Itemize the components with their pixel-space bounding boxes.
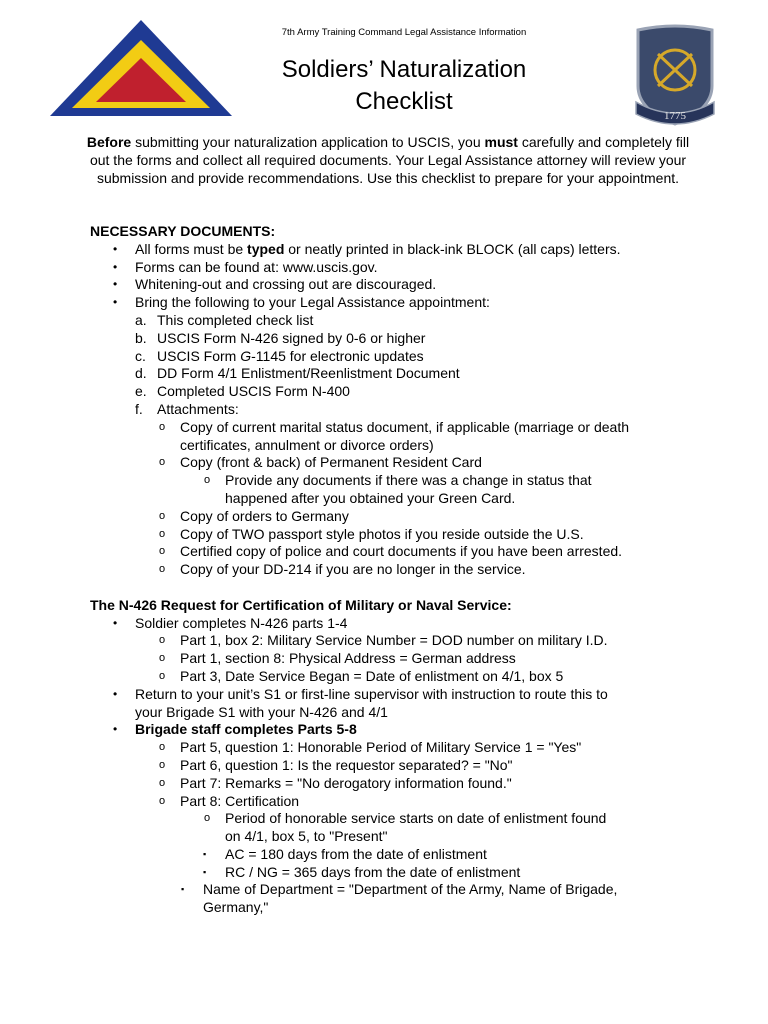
intro-paragraph: [84, 133, 692, 187]
list-item-text: Forms can be found at: www.uscis.gov.: [135, 258, 378, 275]
letter-marker: c.: [135, 347, 146, 364]
intro-text-2: carefully and completely fill out the forms and collect all required documents. Your Legal Assistance attorney will review your submission and provide recommendations. Use this checklist to prepare for your appointment.: [89, 134, 690, 186]
circle-marker: o: [159, 456, 166, 469]
list-item-text: or neatly printed in black-ink BLOCK (all caps) letters.: [284, 240, 621, 257]
square-marker: ▪: [203, 866, 207, 877]
list-item-text: certificates, annulment or divorce orders): [180, 436, 434, 453]
bullet-marker: •: [113, 615, 118, 630]
circle-marker: o: [204, 474, 211, 487]
list-item: [90, 276, 700, 294]
list-item-text: Provide any documents if there was a change in status that: [225, 472, 592, 489]
list-item-text: Name of Department = "Department of the Army, Name of Brigade,: [203, 881, 618, 898]
list-item-emphasis: typed: [247, 240, 285, 257]
list-item-text: -1145 for electronic updates: [251, 347, 424, 364]
list-item-text: Attachments:: [157, 400, 239, 417]
circle-marker: o: [159, 634, 166, 647]
list-item-text: Copy of your DD-214 if you are no longer in the service.: [180, 561, 526, 578]
list-item-text: Part 1, section 8: Physical Address = German address: [180, 650, 516, 667]
list-item: [90, 294, 700, 312]
circle-marker: o: [159, 669, 166, 682]
list-item: [90, 864, 700, 882]
letter-marker: a.: [135, 311, 147, 328]
list-item-text: Completed USCIS Form N-400: [157, 383, 350, 400]
list-item: [90, 846, 700, 864]
list-item: [90, 881, 700, 899]
list-item-text: Copy (front & back) of Permanent Resident Card: [180, 454, 482, 471]
square-marker: ▪: [181, 884, 185, 895]
letter-marker: e.: [135, 383, 147, 400]
spacer: [90, 579, 700, 597]
list-item-text: Bring the following to your Legal Assistance appointment:: [135, 294, 490, 311]
list-item: [90, 775, 700, 793]
circle-marker: o: [159, 563, 166, 576]
list-item-text: your Brigade S1 with your N-426 and 4/1: [135, 703, 388, 720]
list-item-text: Brigade staff completes Parts 5-8: [135, 721, 357, 738]
list-item-text: Soldier completes N-426 parts 1-4: [135, 614, 348, 631]
list-item: [90, 401, 700, 419]
circle-marker: o: [159, 420, 166, 433]
circle-marker: o: [204, 812, 211, 825]
list-item: [90, 454, 700, 472]
list-item: [90, 365, 700, 383]
letter-marker: d.: [135, 365, 147, 382]
list-item: [90, 810, 700, 828]
letter-marker: f.: [135, 400, 143, 417]
list-item-continuation: [90, 437, 700, 455]
list-item-continuation: [90, 899, 700, 917]
circle-marker: o: [159, 545, 166, 558]
list-item-text: RC / NG = 365 days from the date of enlistment: [225, 863, 521, 880]
list-item: [90, 312, 700, 330]
title-line-1: Soldiers’ Naturalization: [281, 56, 527, 83]
bullet-marker: •: [113, 686, 118, 701]
bullet-marker: •: [113, 722, 118, 737]
list-item-text: USCIS Form: [157, 347, 241, 364]
circle-marker: o: [159, 652, 166, 665]
intro-must: must: [484, 134, 518, 150]
circle-marker: o: [159, 741, 166, 754]
circle-marker: o: [159, 758, 166, 771]
list-item: [90, 739, 700, 757]
list-item-continuation: [90, 828, 700, 846]
circle-marker: o: [159, 794, 166, 807]
list-item-text: Part 1, box 2: Military Service Number = DOD number on military I.D.: [180, 632, 608, 649]
list-item-text: on 4/1, box 5, to "Present": [225, 828, 388, 845]
list-item: [90, 561, 700, 579]
checklist-body: [90, 223, 700, 917]
circle-marker: o: [159, 776, 166, 789]
list-item-text: Part 7: Remarks = "No derogatory information found.": [180, 774, 512, 791]
letter-marker: b.: [135, 329, 147, 346]
list-item-text: Copy of TWO passport style photos if you reside outside the U.S.: [180, 525, 584, 542]
list-item: [90, 526, 700, 544]
list-item: [90, 543, 700, 561]
list-item-text: Germany,": [203, 899, 269, 916]
list-item-continuation: [90, 704, 700, 722]
list-item-text: USCIS Form N-426 signed by 0-6 or higher: [157, 329, 426, 346]
list-item: [90, 508, 700, 526]
intro-text-1: submitting your naturalization application to USCIS, you: [131, 134, 485, 150]
bullet-marker: •: [113, 241, 118, 256]
list-item-text: This completed check list: [157, 311, 314, 328]
circle-marker: o: [159, 509, 166, 522]
list-item-text: Part 3, Date Service Began = Date of enlistment on 4/1, box 5: [180, 667, 564, 684]
intro-before: Before: [86, 134, 132, 150]
list-item-text: All forms must be: [135, 240, 248, 257]
list-item-text: Part 8: Certification: [180, 792, 300, 809]
list-item: [90, 650, 700, 668]
bullet-marker: •: [113, 277, 118, 292]
list-item-text: Whitening-out and crossing out are discouraged.: [135, 276, 437, 293]
square-marker: ▪: [203, 848, 207, 859]
list-item-italic: G: [240, 347, 252, 364]
page-title: [0, 54, 768, 118]
bullet-marker: •: [113, 295, 118, 310]
list-item: [90, 793, 700, 811]
list-item: [90, 668, 700, 686]
list-item: [90, 348, 700, 366]
list-item: [90, 757, 700, 775]
list-item-text: Part 6, question 1: Is the requestor separated? = "No": [180, 756, 513, 773]
bullet-marker: •: [113, 259, 118, 274]
circle-marker: o: [159, 527, 166, 540]
list-item: [90, 259, 700, 277]
list-item: [90, 383, 700, 401]
list-item-text: DD Form 4/1 Enlistment/Reenlistment Document: [157, 365, 460, 382]
title-line-2: Checklist: [355, 88, 453, 115]
necessary-documents-heading: NECESSARY DOCUMENTS:: [90, 223, 276, 239]
list-item-text: Copy of current marital status document, if applicable (marriage or death: [180, 418, 629, 435]
list-item: [90, 241, 700, 259]
list-item: [90, 686, 700, 704]
list-item-text: Period of honorable service starts on date of enlistment found: [225, 810, 607, 827]
list-item-text: Part 5, question 1: Honorable Period of Military Service 1 = "Yes": [180, 739, 582, 756]
list-item-text: Copy of orders to Germany: [180, 507, 349, 524]
list-item: [90, 721, 700, 739]
list-item-text: Return to your unit’s S1 or first-line supervisor with instruction to route this to: [135, 685, 608, 702]
list-item: [90, 632, 700, 650]
crest-year-text: 1775: [664, 110, 686, 122]
list-item: [90, 330, 700, 348]
list-item-continuation: [90, 490, 700, 508]
list-item-text: Certified copy of police and court documents if you have been arrested.: [180, 543, 623, 560]
list-item: [90, 615, 700, 633]
n426-heading: The N-426 Request for Certification of Military or Naval Service:: [90, 596, 512, 613]
list-item-text: AC = 180 days from the date of enlistment: [225, 845, 487, 862]
list-item: [90, 472, 700, 490]
document-kicker: 7th Army Training Command Legal Assistance Information: [281, 27, 527, 38]
list-item-text: happened after you obtained your Green Card.: [225, 489, 516, 506]
list-item: [90, 419, 700, 437]
